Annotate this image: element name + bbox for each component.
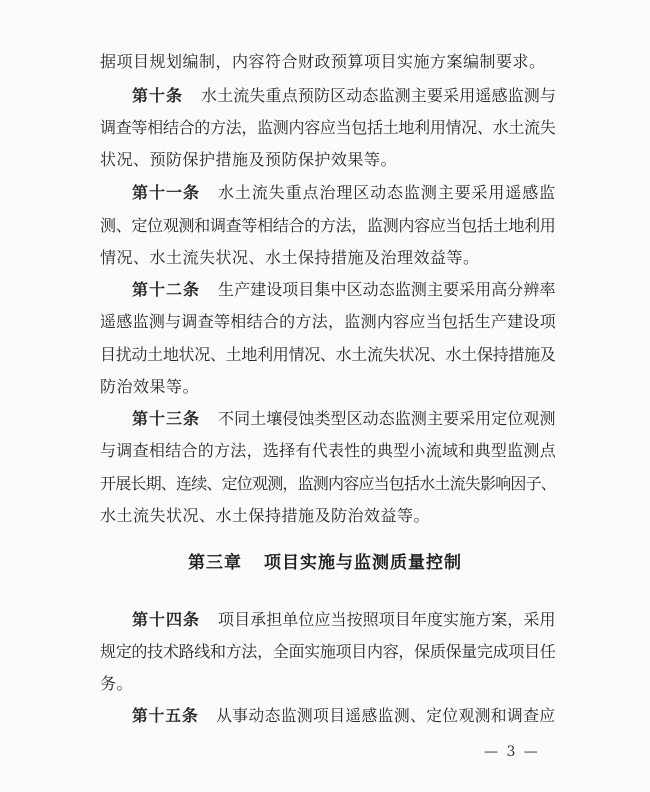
article-first-line [132,276,556,304]
line-text: 情况、水土流失状况、水土保持措施及治理效益等。 [100,248,480,267]
text-line [100,48,546,76]
line-text: 规定的技术路线和方法，全面实施项目内容，保质保量完成项目任 [100,642,556,661]
text-line [100,341,556,369]
line-text: 务。 [100,674,134,693]
line-text: 状况、预防保护措施及预防保护效果等。 [100,150,398,169]
article-first-line [132,702,556,730]
line-text: 调查等相结合的方法，监测内容应当包括土地利用情况、水土流失 [100,118,556,137]
line-text: 水土流失重点预防区动态监测主要采用遥感监测与 [201,86,557,105]
text-line [100,373,199,401]
text-line [100,146,397,174]
line-text: 遥感监测与调查等相结合的方法，监测内容应当包括生产建设项 [100,312,557,331]
article-first-line [132,179,556,207]
text-line [100,212,556,240]
chapter-title: 项目实施与监测质量控制 [264,553,462,573]
line-text: 与调查相结合的方法，选择有代表性的典型小流域和典型监测点 [100,441,557,460]
article-number: 第十三条 [132,409,201,428]
text-line [100,437,556,465]
article-number: 第十条 [132,86,184,105]
text-line [100,114,556,142]
line-text: 生产建设项目集中区动态监测主要采用高分辨率 [218,280,556,299]
line-text: 防治效果等。 [100,377,200,396]
line-text: 项目承担单位应当按照项目年度实施方案，采用 [218,610,556,629]
line-text: 测、定位观测和调查等相结合的方法，监测内容应当包括土地利用 [100,216,556,235]
article-first-line [132,405,556,433]
line-text: 水土流失状况、水土保持措施及防治效益等。 [100,506,431,525]
chapter-heading [0,548,650,573]
article-number: 第十五条 [132,706,199,725]
article-number: 第十四条 [132,610,201,629]
text-line [100,244,480,272]
text-line [100,638,556,666]
line-text: 水土流失重点治理区动态监测主要采用遥感监 [218,183,557,202]
article-first-line [132,82,556,110]
text-line [100,670,133,698]
text-line [100,308,556,336]
article-number: 第十一条 [132,183,201,202]
line-text: 据项目规划编制，内容符合财政预算项目实施方案编制要求。 [100,52,546,71]
line-text: 开展长期、连续、定位观测，监测内容应当包括水土流失影响因子、 [100,474,557,493]
line-text: 目扰动土地状况、土地利用情况、水土流失状况、水土保持措施及 [100,345,556,364]
article-first-line [132,606,556,634]
line-text: 不同土壤侵蚀类型区动态监测主要采用定位观测 [218,409,556,428]
line-text: 从事动态监测项目遥感监测、定位观测和调查应 [216,706,556,725]
text-line [100,470,556,498]
text-line [100,502,430,530]
article-number: 第十二条 [132,280,201,299]
chapter-number: 第三章 [188,553,242,573]
page-number: — 3 — [484,744,540,760]
